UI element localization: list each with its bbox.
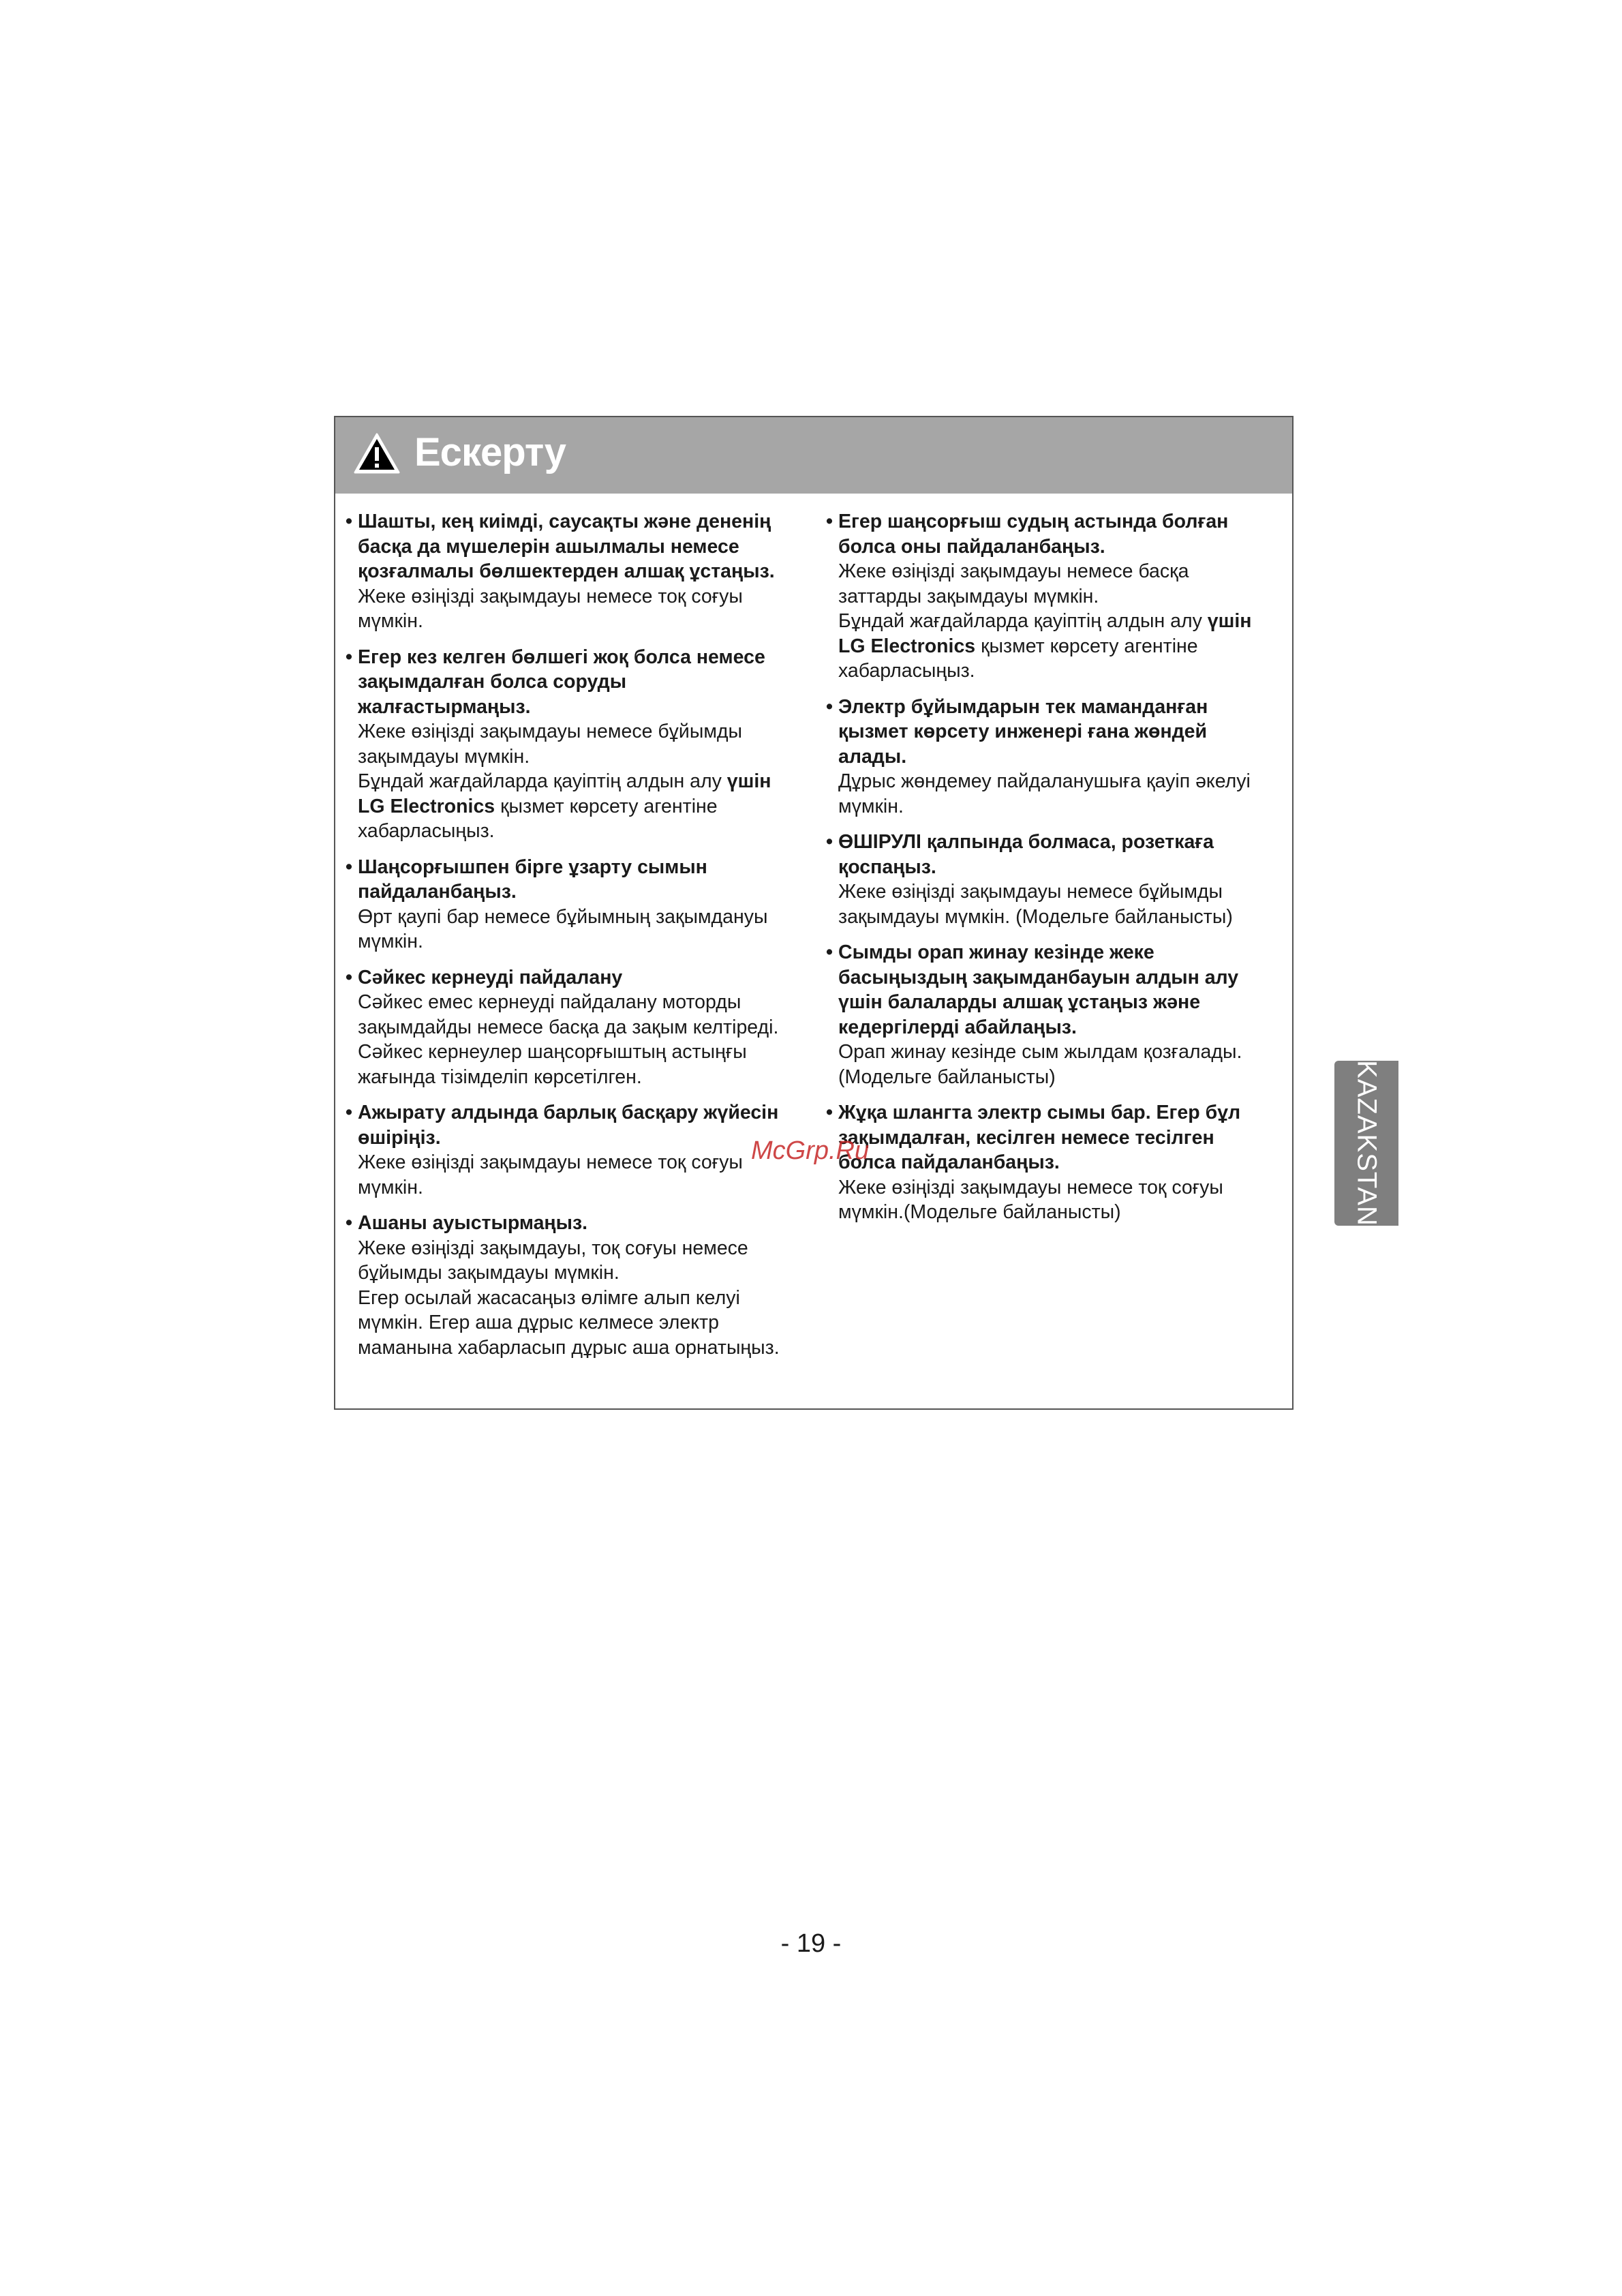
- warning-item: [826, 830, 1262, 929]
- item-text: Жеке өзіңізді зақымдауы, тоқ соғуы немесе бұйымды зақымдауы мүмкін.: [358, 1237, 748, 1284]
- warning-item: [346, 509, 782, 634]
- item-title: • Шашты, кең киімді, саусақты және дененің басқа да мүшелерін ашылмалы немесе қозғалмалы бөлшектерден алшақ ұстаңыз.: [346, 509, 782, 584]
- warning-box: [334, 416, 1294, 1410]
- left-column: [346, 509, 782, 1371]
- item-text: Жеке өзіңізді зақымдауы немесе тоқ соғуы мүмкін.(Модельге байланысты): [838, 1176, 1223, 1223]
- item-text: Жеке өзіңізді зақымдауы немесе тоқ соғуы мүмкін.: [358, 585, 743, 632]
- item-text: Сәйкес кернеулер шаңсорғыштың астыңғы жағында тізімделіп көрсетілген.: [358, 1041, 747, 1088]
- item-text: Сәйкес емес кернеуді пайдалану моторды зақымдайды немесе басқа да зақым келтіреді.: [358, 991, 779, 1038]
- item-title: • Шаңсорғышпен бірге ұзарту сымын пайдаланбаңыз.: [346, 855, 782, 905]
- item-title: • Ашаны ауыстырмаңыз.: [346, 1211, 782, 1236]
- item-text: Егер осылай жасасаңыз өлімге алып келуі мүмкін. Егер аша дұрыс келмесе электр маманына хабарласып дұрыс аша орнатыңыз.: [358, 1286, 780, 1359]
- warning-item: [826, 695, 1262, 819]
- item-title: • Жұқа шлангта электр сымы бар. Егер бұл зақымдалған, кесілген немесе тесілген болса пайдаланбаңыз.: [826, 1100, 1262, 1175]
- watermark: McGrp.Ru: [751, 1136, 870, 1165]
- item-text: Орап жинау кезінде сым жылдам қозғалады. (Модельге байланысты): [838, 1041, 1242, 1088]
- warning-title: Ескерту: [414, 430, 566, 474]
- right-column: [826, 509, 1262, 1236]
- item-text-service: Бұндай жағдайларда қауіптің алдын алу үшін LG Electronics қызмет көрсету агентіне хабарласыңыз.: [838, 610, 1252, 682]
- warning-item: [826, 509, 1262, 684]
- warning-item: [346, 965, 782, 1090]
- warning-item: [346, 645, 782, 844]
- warning-item: [826, 940, 1262, 1089]
- item-text: Жеке өзіңізді зақымдауы немесе басқа заттарды зақымдауы мүмкін.: [838, 560, 1189, 607]
- item-text: Жеке өзіңізді зақымдауы немесе бұйымды зақымдауы мүмкін.: [358, 721, 743, 768]
- item-text: Дұрыс жөндемеу пайдаланушыға қауіп әкелуі мүмкін.: [838, 770, 1251, 817]
- page-number: - 19 -: [780, 1929, 842, 1958]
- item-text: Жеке өзіңізді зақымдауы немесе тоқ соғуы мүмкін.: [358, 1151, 743, 1198]
- warning-item: [346, 1211, 782, 1360]
- warning-header: [335, 417, 1292, 494]
- warning-item: [346, 1100, 782, 1200]
- item-title: • Ажырату алдында барлық басқару жүйесін өшіріңіз.: [346, 1100, 782, 1150]
- item-title: • Электр бұйымдарын тек маманданған қызмет көрсету инженері ғана жөндей алады.: [826, 695, 1262, 770]
- warning-item: [346, 855, 782, 954]
- item-title: • ӨШІРУЛІ қалпында болмаса, розеткаға қоспаңыз.: [826, 830, 1262, 879]
- item-title: • Егер шаңсорғыш судың астында болған болса оны пайдаланбаңыз.: [826, 509, 1262, 559]
- item-title: • Сымды орап жинау кезінде жеке басыңыздың зақымданбауын алдын алу үшін балаларды алшақ ұстаңыз және кедергілерді абайлаңыз.: [826, 940, 1262, 1040]
- language-side-tab: [1334, 1061, 1398, 1226]
- warning-item: [826, 1100, 1262, 1225]
- warning-triangle-icon: [353, 432, 401, 474]
- item-text: Өрт қаупі бар немесе бұйымның зақымдануы мүмкін.: [358, 905, 768, 952]
- side-tab-label: KAZAKSTAN: [1351, 1060, 1382, 1226]
- item-title: • Сәйкес кернеуді пайдалану: [346, 965, 782, 991]
- item-title: • Егер кез келген бөлшегі жоқ болса немесе зақымдалған болса соруды жалғастырмаңыз.: [346, 645, 782, 720]
- item-text: Жеке өзіңізді зақымдауы немесе бұйымды зақымдауы мүмкін. (Модельге байланысты): [838, 881, 1233, 928]
- item-text-service: Бұндай жағдайларда қауіптің алдын алу үшін LG Electronics қызмет көрсету агентіне хабарласыңыз.: [358, 770, 771, 842]
